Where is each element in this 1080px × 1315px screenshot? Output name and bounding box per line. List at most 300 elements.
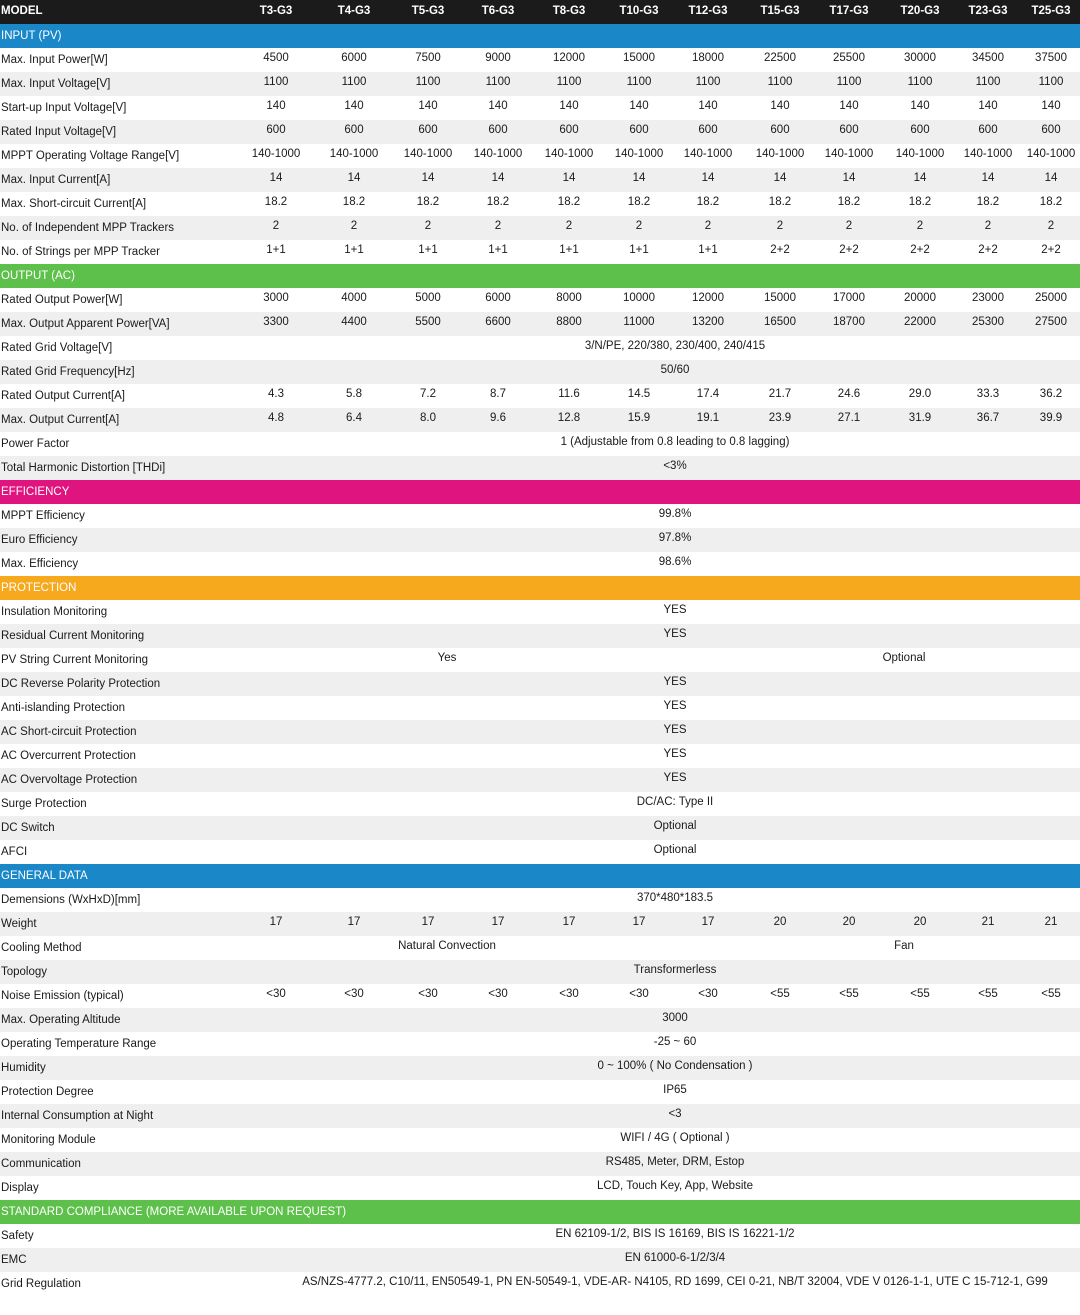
spec-cell: 18.2 <box>768 196 792 208</box>
spec-cell: 8.7 <box>490 388 506 400</box>
spec-cell: 17 <box>491 916 505 928</box>
spec-cell: 12000 <box>692 292 724 304</box>
section-header-standard-compliance: STANDARD COMPLIANCE (MORE AVAILABLE UPON REQUEST) <box>0 1200 1080 1224</box>
spec-cell: 140 <box>1041 100 1061 112</box>
spec-cell: 21 <box>1044 916 1058 928</box>
spec-cell: 14 <box>1044 172 1058 184</box>
spec-cell: 140-1000 <box>895 148 945 160</box>
spec-cell: 4.3 <box>268 388 284 400</box>
spec-cell: <30 <box>629 988 649 1000</box>
spec-cell: 4000 <box>341 292 367 304</box>
spec-row-rated-input-voltage-v <box>0 120 1080 144</box>
spec-cell: 140 <box>770 100 790 112</box>
spec-cell: 22000 <box>904 316 936 328</box>
spec-cell: 7.2 <box>420 388 436 400</box>
spec-row-display <box>0 1176 1080 1200</box>
spec-cell: 600 <box>418 124 438 136</box>
spec-cell: 140-1000 <box>963 148 1013 160</box>
spec-cell: 2 <box>424 220 432 232</box>
spec-cell: <30 <box>488 988 508 1000</box>
spec-label: No. of Strings per MPP Tracker <box>1 246 160 258</box>
spec-cell: 4400 <box>341 316 367 328</box>
spec-span-value: 0 ~ 100% ( No Condensation ) <box>597 1060 753 1072</box>
spec-cell: 17.4 <box>696 388 720 400</box>
spec-span-value: EN 62109-1/2, BIS IS 16169, BIS IS 16221-1/2 <box>555 1228 795 1240</box>
spec-span-value: IP65 <box>663 1084 687 1096</box>
spec-span-value: AS/NZS-4777.2, C10/11, EN50549-1, PN EN-50549-1, VDE-AR- N4105, RD 1699, CEI 0-21, NB/T 32004, VDE V 0126-1-1, UTE C 15-712-1, G99 <box>302 1276 1048 1288</box>
spec-cell: 600 <box>698 124 718 136</box>
model-header-t12-g3: T12-G3 <box>688 5 728 17</box>
spec-cell: 600 <box>488 124 508 136</box>
spec-cell: 18.2 <box>696 196 720 208</box>
spec-span-value: YES <box>663 676 687 688</box>
spec-cell: 140-1000 <box>683 148 733 160</box>
spec-row-cooling-method <box>0 936 1080 960</box>
spec-span-value: 3000 <box>662 1012 688 1024</box>
spec-row-ac-overcurrent-protection <box>0 744 1080 768</box>
spec-cell: 2 <box>916 220 924 232</box>
spec-cell: 17000 <box>833 292 865 304</box>
spec-cell: 8.0 <box>420 412 436 424</box>
spec-label: AC Short-circuit Protection <box>1 726 137 738</box>
spec-cell: 2+2 <box>910 244 930 256</box>
spec-label: Monitoring Module <box>1 1134 96 1146</box>
spec-cell: <55 <box>1041 988 1061 1000</box>
spec-cell: 13200 <box>692 316 724 328</box>
section-header-input-pv: INPUT (PV) <box>0 24 1080 48</box>
spec-label: Display <box>1 1182 39 1194</box>
spec-cell: 14 <box>773 172 787 184</box>
spec-span-value: LCD, Touch Key, App, Website <box>597 1180 753 1192</box>
spec-label: Power Factor <box>1 438 70 450</box>
spec-cell: 140 <box>418 100 438 112</box>
spec-cell: 2 <box>1047 220 1055 232</box>
spec-cell: 5.8 <box>346 388 362 400</box>
model-header-t8-g3: T8-G3 <box>552 5 586 17</box>
spec-cell: 18.2 <box>342 196 366 208</box>
spec-cell: 17 <box>269 916 283 928</box>
spec-cell: 14 <box>842 172 856 184</box>
spec-cell: 600 <box>559 124 579 136</box>
spec-cell: 17 <box>347 916 361 928</box>
spec-cell: 18700 <box>833 316 865 328</box>
spec-row-max-output-apparent-power-va <box>0 312 1080 336</box>
spec-cell: 4.8 <box>268 412 284 424</box>
spec-row-emc <box>0 1248 1080 1272</box>
spec-cell: 14 <box>269 172 283 184</box>
spec-cell: 1100 <box>975 76 1001 88</box>
spec-label: Max. Output Current[A] <box>1 414 120 426</box>
spec-cell: 5000 <box>415 292 441 304</box>
spec-cell: 600 <box>1041 124 1061 136</box>
spec-cell: 600 <box>344 124 364 136</box>
spec-cell: 14 <box>421 172 435 184</box>
spec-row-operating-temperature-range <box>0 1032 1080 1056</box>
spec-cell: <30 <box>266 988 286 1000</box>
spec-row-anti-islanding-protection <box>0 696 1080 720</box>
spec-cell: 1100 <box>695 76 721 88</box>
spec-cell: 20 <box>773 916 787 928</box>
spec-cell: 600 <box>839 124 859 136</box>
spec-cell: 2 <box>350 220 358 232</box>
spec-cell: 18.2 <box>837 196 861 208</box>
spec-row-dc-switch <box>0 816 1080 840</box>
model-header-t25-g3: T25-G3 <box>1031 5 1071 17</box>
spec-cell: <30 <box>559 988 579 1000</box>
spec-cell: 14 <box>491 172 505 184</box>
spec-cell: 17 <box>562 916 576 928</box>
spec-label: Internal Consumption at Night <box>1 1110 154 1122</box>
spec-cell: 140-1000 <box>473 148 523 160</box>
spec-cell: 18.2 <box>976 196 1000 208</box>
spec-cell: 23.9 <box>768 412 792 424</box>
spec-label: Rated Grid Frequency[Hz] <box>1 366 135 378</box>
spec-row-humidity <box>0 1056 1080 1080</box>
spec-span-value: YES <box>663 604 687 616</box>
spec-row-insulation-monitoring <box>0 600 1080 624</box>
spec-row-dc-reverse-polarity-protection <box>0 672 1080 696</box>
section-header-general-data: GENERAL DATA <box>0 864 1080 888</box>
spec-label: Max. Input Current[A] <box>1 174 111 186</box>
spec-cell: 1100 <box>341 76 367 88</box>
model-header-t23-g3: T23-G3 <box>968 5 1008 17</box>
spec-cell: 10000 <box>623 292 655 304</box>
spec-label: Demensions (WxHxD)[mm] <box>1 894 141 906</box>
section-header-output-ac: OUTPUT (AC) <box>0 264 1080 288</box>
spec-cell: 5500 <box>415 316 441 328</box>
spec-cell: 1+1 <box>488 244 508 256</box>
spec-row-internal-consumption-at-night <box>0 1104 1080 1128</box>
spec-label: Protection Degree <box>1 1086 94 1098</box>
spec-cell: <55 <box>978 988 998 1000</box>
spec-cell: 600 <box>629 124 649 136</box>
spec-label: Safety <box>1 1230 34 1242</box>
spec-cell: 2 <box>845 220 853 232</box>
spec-cell: 18.2 <box>486 196 510 208</box>
spec-cell: 25000 <box>1035 292 1067 304</box>
spec-label: Grid Regulation <box>1 1278 81 1290</box>
spec-row-ac-short-circuit-protection <box>0 720 1080 744</box>
spec-cell: 18.2 <box>1039 196 1063 208</box>
spec-cell: 600 <box>266 124 286 136</box>
spec-cell: 140-1000 <box>824 148 874 160</box>
model-header-t5-g3: T5-G3 <box>411 5 445 17</box>
spec-row-pv-string-current-monitoring <box>0 648 1080 672</box>
spec-label: DC Reverse Polarity Protection <box>1 678 161 690</box>
spec-cell: 140-1000 <box>614 148 664 160</box>
spec-cell: 30000 <box>904 52 936 64</box>
spec-label: AC Overvoltage Protection <box>1 774 138 786</box>
spec-cell: 39.9 <box>1039 412 1063 424</box>
spec-cell: 6000 <box>485 292 511 304</box>
spec-cell: 11000 <box>623 316 655 328</box>
spec-cell: 12.8 <box>557 412 581 424</box>
spec-label: AFCI <box>1 846 28 858</box>
spec-row-max-short-circuit-current-a <box>0 192 1080 216</box>
spec-cell: 140-1000 <box>544 148 594 160</box>
spec-cell: 17 <box>701 916 715 928</box>
model-header-t17-g3: T17-G3 <box>829 5 869 17</box>
spec-label: Communication <box>1 1158 81 1170</box>
spec-span-value: YES <box>663 700 687 712</box>
spec-label: Humidity <box>1 1062 46 1074</box>
spec-cell: 21.7 <box>768 388 792 400</box>
spec-row-communication <box>0 1152 1080 1176</box>
spec-span-value: Transformerless <box>633 964 717 976</box>
spec-cell: 12000 <box>553 52 585 64</box>
spec-cell: 14 <box>562 172 576 184</box>
spec-cell: <30 <box>698 988 718 1000</box>
spec-row-rated-grid-voltage-v <box>0 336 1080 360</box>
spec-span-value: <3 <box>668 1108 682 1120</box>
spec-cell: 20000 <box>904 292 936 304</box>
spec-cell: 600 <box>910 124 930 136</box>
model-header-t4-g3: T4-G3 <box>337 5 371 17</box>
spec-cell: 1+1 <box>344 244 364 256</box>
spec-span-value: YES <box>663 724 687 736</box>
spec-label: Max. Operating Altitude <box>1 1014 121 1026</box>
spec-cell: 2+2 <box>839 244 859 256</box>
spec-span-value: DC/AC: Type II <box>636 796 714 808</box>
split-divider <box>743 936 747 960</box>
model-header-row <box>0 0 1080 24</box>
spec-label: Max. Efficiency <box>1 558 79 570</box>
model-header-label: MODEL <box>1 5 43 17</box>
spec-row-no-of-independent-mpp-trackers <box>0 216 1080 240</box>
spec-cell: 1+1 <box>698 244 718 256</box>
spec-label: Residual Current Monitoring <box>1 630 145 642</box>
spec-cell: 18.2 <box>908 196 932 208</box>
spec-cell: 1100 <box>415 76 441 88</box>
spec-cell: 140-1000 <box>403 148 453 160</box>
spec-span-value: 370*480*183.5 <box>636 892 714 904</box>
split-divider <box>743 648 747 672</box>
spec-span-value: Optional <box>653 844 697 856</box>
spec-label: MPPT Operating Voltage Range[V] <box>1 150 180 162</box>
spec-cell: 2 <box>984 220 992 232</box>
spec-row-weight <box>0 912 1080 936</box>
spec-span-value: RS485, Meter, DRM, Estop <box>605 1156 745 1168</box>
spec-label: Cooling Method <box>1 942 82 954</box>
spec-cell: 140-1000 <box>251 148 301 160</box>
spec-cell: 11.6 <box>558 388 580 400</box>
spec-cell: 37500 <box>1035 52 1067 64</box>
spec-cell: 18.2 <box>416 196 440 208</box>
spec-cell: 6000 <box>341 52 367 64</box>
spec-row-max-input-power-w <box>0 48 1080 72</box>
spec-cell: <55 <box>770 988 790 1000</box>
spec-label: Max. Short-circuit Current[A] <box>1 198 147 210</box>
spec-cell: 1+1 <box>266 244 286 256</box>
spec-label: AC Overcurrent Protection <box>1 750 136 762</box>
spec-cell: 31.9 <box>908 412 932 424</box>
section-header-efficiency: EFFICIENCY <box>0 480 1080 504</box>
spec-cell: 9.6 <box>490 412 506 424</box>
spec-label: Start-up Input Voltage[V] <box>1 102 127 114</box>
spec-label: PV String Current Monitoring <box>1 654 149 666</box>
spec-label: DC Switch <box>1 822 55 834</box>
spec-cell: 140 <box>978 100 998 112</box>
spec-split-left: Natural Convection <box>398 940 496 952</box>
spec-cell: 25300 <box>972 316 1004 328</box>
spec-cell: 2 <box>494 220 502 232</box>
spec-row-monitoring-module <box>0 1128 1080 1152</box>
spec-cell: 24.6 <box>837 388 861 400</box>
spec-row-euro-efficiency <box>0 528 1080 552</box>
model-header-t10-g3: T10-G3 <box>619 5 659 17</box>
spec-cell: 1100 <box>485 76 511 88</box>
spec-cell: 34500 <box>972 52 1004 64</box>
spec-cell: 1100 <box>836 76 862 88</box>
spec-cell: 1+1 <box>629 244 649 256</box>
spec-label: No. of Independent MPP Trackers <box>1 222 175 234</box>
spec-cell: 25500 <box>833 52 865 64</box>
spec-cell: 2+2 <box>1041 244 1061 256</box>
spec-span-value: -25 ~ 60 <box>653 1036 697 1048</box>
spec-cell: 21 <box>981 916 995 928</box>
spec-label: Rated Output Current[A] <box>1 390 126 402</box>
spec-cell: 14 <box>913 172 927 184</box>
spec-span-value: Optional <box>653 820 697 832</box>
spec-span-value: 1 (Adjustable from 0.8 leading to 0.8 lagging) <box>560 436 790 448</box>
spec-cell: 1+1 <box>418 244 438 256</box>
spec-cell: 8000 <box>556 292 582 304</box>
spec-split-left: Yes <box>437 652 457 664</box>
spec-cell: 140 <box>839 100 859 112</box>
spec-row-residual-current-monitoring <box>0 624 1080 648</box>
spec-cell: 9000 <box>485 52 511 64</box>
spec-span-value: YES <box>663 772 687 784</box>
spec-cell: 15000 <box>764 292 796 304</box>
spec-label: Rated Grid Voltage[V] <box>1 342 113 354</box>
spec-row-mppt-operating-voltage-range-v <box>0 144 1080 168</box>
spec-row-mppt-efficiency <box>0 504 1080 528</box>
spec-cell: 36.2 <box>1039 388 1063 400</box>
spec-cell: 3300 <box>263 316 289 328</box>
spec-cell: 1+1 <box>559 244 579 256</box>
spec-label: Operating Temperature Range <box>1 1038 157 1050</box>
spec-cell: 22500 <box>764 52 796 64</box>
spec-label: Total Harmonic Distortion [THDi] <box>1 462 166 474</box>
spec-span-value: 99.8% <box>658 508 692 520</box>
spec-cell: 2 <box>704 220 712 232</box>
model-header-t6-g3: T6-G3 <box>481 5 515 17</box>
spec-cell: 1100 <box>626 76 652 88</box>
spec-cell: 18.2 <box>627 196 651 208</box>
model-header-t15-g3: T15-G3 <box>760 5 800 17</box>
spec-cell: 20 <box>913 916 927 928</box>
spec-cell: 2+2 <box>770 244 790 256</box>
spec-cell: 27500 <box>1035 316 1067 328</box>
spec-cell: 18.2 <box>557 196 581 208</box>
spec-split-right: Fan <box>894 940 914 952</box>
spec-cell: 27.1 <box>837 412 861 424</box>
spec-cell: 18000 <box>692 52 724 64</box>
spec-cell: 16500 <box>764 316 796 328</box>
spec-span-value: 50/60 <box>660 364 690 376</box>
spec-cell: 1100 <box>263 76 289 88</box>
spec-cell: 15.9 <box>627 412 651 424</box>
spec-label: Noise Emission (typical) <box>1 990 124 1002</box>
spec-cell: <30 <box>418 988 438 1000</box>
spec-label: Weight <box>1 918 37 930</box>
spec-label: Max. Input Voltage[V] <box>1 78 111 90</box>
spec-cell: 600 <box>770 124 790 136</box>
spec-cell: 140 <box>629 100 649 112</box>
spec-row-rated-output-power-w <box>0 288 1080 312</box>
spec-row-surge-protection <box>0 792 1080 816</box>
spec-split-right: Optional <box>882 652 926 664</box>
spec-row-afci <box>0 840 1080 864</box>
spec-row-safety <box>0 1224 1080 1248</box>
spec-cell: 8800 <box>556 316 582 328</box>
spec-cell: 23000 <box>972 292 1004 304</box>
spec-cell: 29.0 <box>908 388 932 400</box>
spec-cell: <30 <box>344 988 364 1000</box>
spec-span-value: 97.8% <box>658 532 692 544</box>
section-header-protection: PROTECTION <box>0 576 1080 600</box>
spec-row-grid-regulation <box>0 1272 1080 1296</box>
spec-cell: 33.3 <box>976 388 1000 400</box>
spec-row-demensions-wxhxd-mm <box>0 888 1080 912</box>
spec-cell: 14 <box>701 172 715 184</box>
spec-row-max-input-current-a <box>0 168 1080 192</box>
spec-cell: 2 <box>776 220 784 232</box>
spec-row-topology <box>0 960 1080 984</box>
spec-label: Rated Input Voltage[V] <box>1 126 117 138</box>
spec-label: Max. Input Power[W] <box>1 54 108 66</box>
spec-cell: 2 <box>272 220 280 232</box>
spec-cell: 2 <box>565 220 573 232</box>
spec-cell: 140-1000 <box>1026 148 1076 160</box>
spec-span-value: YES <box>663 748 687 760</box>
spec-cell: 14 <box>632 172 646 184</box>
model-header-t3-g3: T3-G3 <box>259 5 293 17</box>
spec-row-max-efficiency <box>0 552 1080 576</box>
spec-cell: 140 <box>559 100 579 112</box>
spec-cell: 3000 <box>263 292 289 304</box>
spec-cell: 2 <box>635 220 643 232</box>
spec-cell: 140-1000 <box>329 148 379 160</box>
spec-row-rated-grid-frequency-hz <box>0 360 1080 384</box>
spec-span-value: EN 61000-6-1/2/3/4 <box>624 1252 726 1264</box>
spec-cell: 140 <box>344 100 364 112</box>
spec-row-no-of-strings-per-mpp-tracker <box>0 240 1080 264</box>
spec-row-rated-output-current-a <box>0 384 1080 408</box>
spec-label: Surge Protection <box>1 798 87 810</box>
spec-row-max-input-voltage-v <box>0 72 1080 96</box>
spec-span-value: WIFI / 4G ( Optional ) <box>620 1132 730 1144</box>
spec-cell: 14 <box>347 172 361 184</box>
spec-cell: 17 <box>632 916 646 928</box>
spec-span-value: YES <box>663 628 687 640</box>
spec-row-power-factor <box>0 432 1080 456</box>
spec-label: Max. Output Apparent Power[VA] <box>1 318 170 330</box>
spec-cell: 14.5 <box>627 388 651 400</box>
spec-span-value: 3/N/PE, 220/380, 230/400, 240/415 <box>584 340 766 352</box>
spec-cell: 140 <box>698 100 718 112</box>
spec-label: MPPT Efficiency <box>1 510 85 522</box>
spec-cell: 1100 <box>556 76 582 88</box>
spec-cell: 20 <box>842 916 856 928</box>
spec-cell: 1100 <box>907 76 933 88</box>
spec-cell: 1100 <box>1038 76 1064 88</box>
spec-cell: <55 <box>910 988 930 1000</box>
spec-span-value: 98.6% <box>658 556 692 568</box>
spec-row-max-operating-altitude <box>0 1008 1080 1032</box>
spec-cell: 140 <box>488 100 508 112</box>
spec-cell: 19.1 <box>696 412 720 424</box>
